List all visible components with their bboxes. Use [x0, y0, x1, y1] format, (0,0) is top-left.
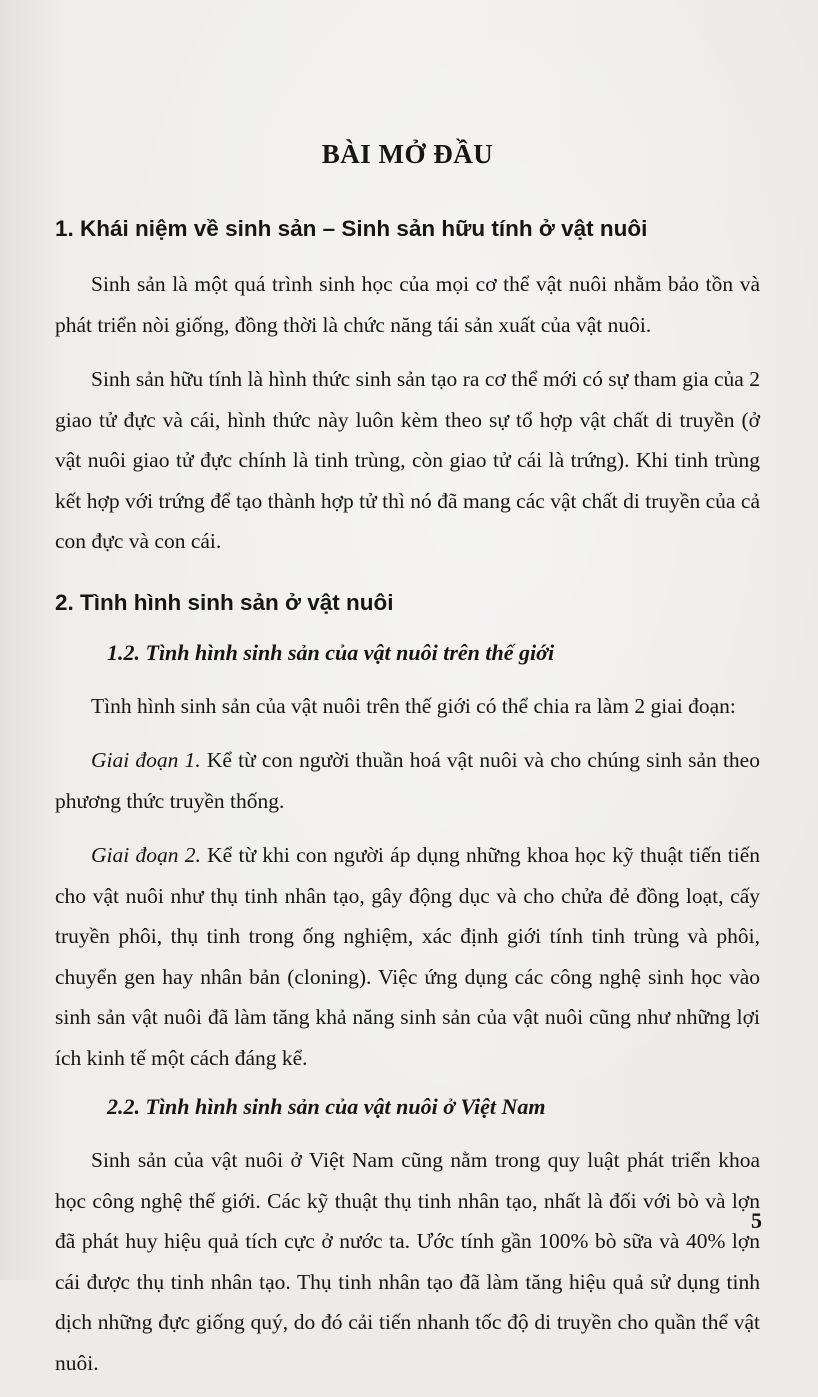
section-1-heading: 1. Khái niệm về sinh sản – Sinh sản hữu tính ở vật nuôi [55, 216, 648, 241]
stage-1-label: Giai đoạn 1. [91, 748, 201, 772]
subsection-1-2-intro: Tình hình sinh sản của vật nuôi trên thế giới có thể chia ra làm 2 giai đoạn: [91, 693, 736, 718]
page-title: BÀI MỞ ĐẦU [321, 139, 494, 169]
section-2-heading: 2. Tình hình sinh sản ở vật nuôi [55, 589, 394, 615]
stage-2-text: Kể từ khi con người áp dụng những khoa học kỹ thuật tiến tiến cho vật nuôi như thụ tinh nhân tạo, gây động dục và cho chửa đẻ đồng loạt, cấy truyền phôi, thụ tinh trong ống nghiệm, xác định giới tính tinh trùng và phôi, chuyển gen hay nhân bản (cloning). Việc ứng dụng các công nghệ sinh học vào sinh sản vật nuôi đã làm tăng khả năng sinh sản của vật nuôi cũng như những lợi ích kinh tế một cách đáng kể. [55, 843, 760, 1070]
section-1-paragraph-1: Sinh sản là một quá trình sinh học của mọi cơ thể vật nuôi nhằm bảo tồn và phát triển nòi giống, đồng thời là chức năng tái sản xuất của vật nuôi. [55, 272, 760, 337]
subsection-2-2-heading: 2.2. Tình hình sinh sản của vật nuôi ở Việt Nam [107, 1094, 546, 1119]
page-content [55, 138, 760, 1397]
section-1-paragraph-2: Sinh sản hữu tính là hình thức sinh sản tạo ra cơ thể mới có sự tham gia của 2 giao tử đực và cái, hình thức này luôn kèm theo sự tổ hợp vật chất di truyền (ở vật nuôi giao tử đực chính là tinh trùng, còn giao tử cái là trứng). Khi tinh trùng kết hợp với trứng để tạo thành hợp tử thì nó đã mang các vật chất di truyền của cả con đực và con cái. [55, 367, 760, 553]
page-number: 5 [751, 1208, 762, 1233]
stage-2-paragraph [55, 835, 760, 1078]
stage-2-label: Giai đoạn 2. [91, 843, 201, 867]
subsection-1-2-heading: 1.2. Tình hình sinh sản của vật nuôi trên thế giới [107, 639, 555, 665]
stage-1-paragraph [55, 740, 760, 821]
stage-1-text: Kể từ con người thuần hoá vật nuôi và cho chúng sinh sản theo phương thức truyền thống. [55, 748, 760, 813]
subsection-2-2-paragraph: Sinh sản của vật nuôi ở Việt Nam cũng nằm trong quy luật phát triển khoa học công nghệ thế giới. Các kỹ thuật thụ tinh nhân tạo, nhất là đối với bò và lợn đã phát huy hiệu quả tích cực ở nước ta. Ước tính gần 100% bò sữa và 40% lợn cái được thụ tinh nhân tạo. Thụ tinh nhân tạo đã làm tăng hiệu quả sử dụng tinh dịch những đực giống quý, do đó cải tiến nhanh tốc độ di truyền cho quần thể vật nuôi. [55, 1148, 760, 1375]
